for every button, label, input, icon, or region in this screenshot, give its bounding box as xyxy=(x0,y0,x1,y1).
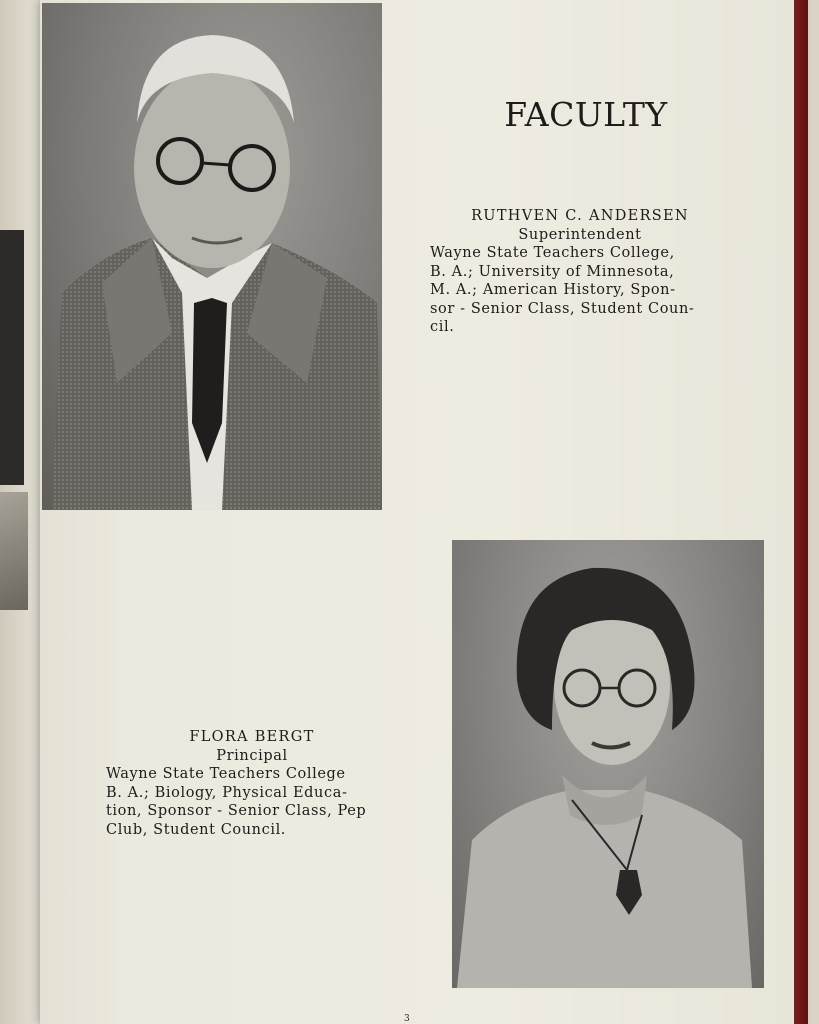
portrait-andersen xyxy=(42,3,382,510)
faculty-name: FLORA BERGT xyxy=(189,729,315,745)
faculty-role: Superintendent xyxy=(518,226,642,243)
bio-line: M. A.; American History, Spon- xyxy=(430,282,676,298)
book-spine xyxy=(794,0,808,1024)
page-number: 3 xyxy=(404,1014,410,1024)
bio-line: cil. xyxy=(430,319,455,335)
faculty-name: RUTHVEN C. ANDERSEN xyxy=(471,208,689,224)
bio-line: tion, Sponsor - Senior Class, Pep xyxy=(106,803,367,819)
bio-line: Wayne State Teachers College xyxy=(106,766,346,782)
faculty-bio-andersen xyxy=(430,207,730,337)
page-title: FACULTY xyxy=(504,95,668,134)
portrait-woman-figure xyxy=(452,540,764,988)
bio-line: B. A.; University of Minnesota, xyxy=(430,263,675,280)
portrait-man-figure xyxy=(42,3,382,510)
faculty-bio-bergt xyxy=(106,728,398,839)
previous-page-photo xyxy=(0,492,28,610)
bio-line: Club, Student Council. xyxy=(106,821,287,838)
previous-page-photo xyxy=(0,230,24,485)
portrait-bergt xyxy=(452,540,764,988)
faculty-role: Principal xyxy=(216,747,288,764)
bio-line: B. A.; Biology, Physical Educa- xyxy=(106,784,348,801)
bio-line: Wayne State Teachers College, xyxy=(430,245,675,261)
bio-line: sor - Senior Class, Student Coun- xyxy=(430,300,695,317)
